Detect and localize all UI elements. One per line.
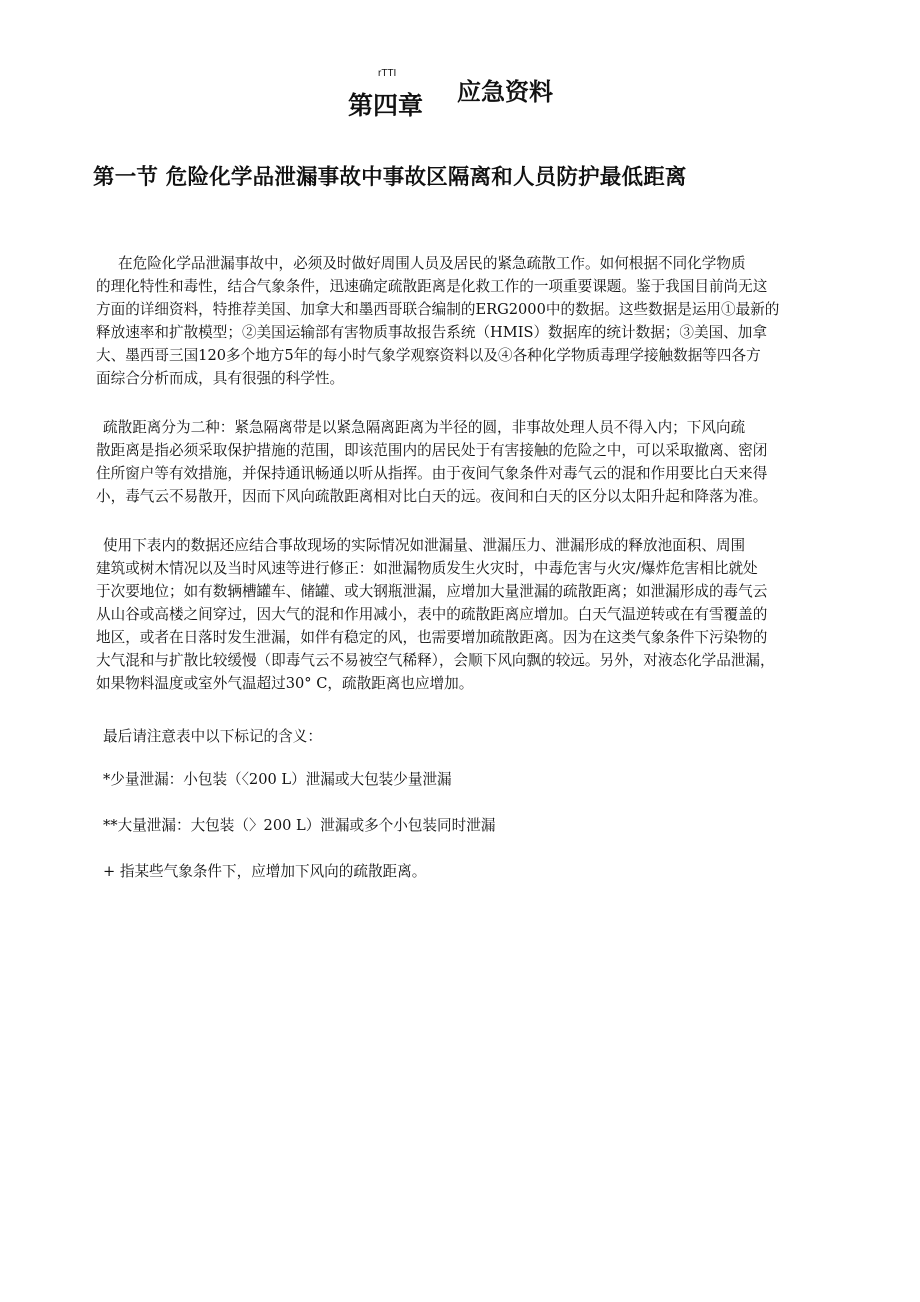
note-large-spill: **大量泄漏：大包装（〉200 L）泄漏或多个小包装同时泄漏 xyxy=(103,817,496,834)
paragraph-3-line: 大气混和与扩散比较缓慢（即毒气云不易被空气稀释），会顺下风向飘的较远。另外，对液态化学品泄漏， xyxy=(96,652,775,669)
paragraph-2-line: 住所窗户等有效措施，并保持通讯畅通以听从指挥。由于夜间气象条件对毒气云的混和作用要比白天来得 xyxy=(96,465,768,482)
paragraph-3-line: 如果物料温度或室外气温超过30° C，疏散距离也应增加。 xyxy=(96,675,474,692)
chapter-title: 应急资料 xyxy=(457,78,553,106)
paragraph-3-line: 地区，或者在日落时发生泄漏，如伴有稳定的风，也需要增加疏散距离。因为在这类气象条件下污染物的 xyxy=(96,629,768,646)
paragraph-1-line: 方面的详细资料，特推荐美国、加拿大和墨西哥联合编制的ERG2000中的数据。这些数据是运用①最新的 xyxy=(96,301,780,318)
paragraph-3-line: 于次要地位；如有数辆槽罐车、储罐、或大钢瓶泄漏，应增加大量泄漏的疏散距离；如泄漏形成的毒气云 xyxy=(96,583,768,600)
section-title: 第一节 危险化学品泄漏事故中事故区隔离和人员防护最低距离 xyxy=(93,165,687,190)
notes-intro: 最后请注意表中以下标记的含义： xyxy=(103,728,322,745)
paragraph-1-line: 在危险化学品泄漏事故中，必须及时做好周围人员及居民的紧急疏散工作。如何根据不同化学物质 xyxy=(118,255,746,272)
paragraph-2-line: 疏散距离分为二种：紧急隔离带是以紧急隔离距离为半径的圆，非事故处理人员不得入内；下风向疏 xyxy=(103,419,746,436)
paragraph-3-line: 使用下表内的数据还应结合事故现场的实际情况如泄漏量、泄漏压力、泄漏形成的释放池面积、周围 xyxy=(103,537,746,554)
paragraph-3-line: 建筑或树木情况以及当时风速等进行修正：如泄漏物质发生火灾时，中毒危害与火灾/爆炸危害相比就处 xyxy=(96,560,758,577)
chapter-number: 第四章 xyxy=(348,91,424,120)
note-small-spill: *少量泄漏：小包装（〈200 L）泄漏或大包装少量泄漏 xyxy=(103,771,452,788)
paragraph-3-line: 从山谷或高楼之间穿过，因大气的混和作用减小，表中的疏散距离应增加。白天气温逆转或在有雪覆盖的 xyxy=(96,606,768,623)
paragraph-1-line: 的理化特性和毒性，结合气象条件，迅速确定疏散距离是化救工作的一项重要课题。鉴于我国目前尚无这 xyxy=(96,278,768,295)
note-plus: + 指某些气象条件下，应增加下风向的疏散距离。 xyxy=(103,863,427,880)
header-mark: rTTI xyxy=(378,68,397,79)
paragraph-1-line: 大、墨西哥三国120多个地方5年的每小时气象学观察资料以及④各种化学物质毒理学接触数据等四各方 xyxy=(96,347,761,364)
paragraph-1-line: 释放速率和扩散模型；②美国运输部有害物质事故报告系统（HMIS）数据库的统计数据；③美国、加拿 xyxy=(96,324,767,341)
paragraph-2-line: 小，毒气云不易散开，因而下风向疏散距离相对比白天的远。夜间和白天的区分以太阳升起和降落为准。 xyxy=(96,488,768,505)
paragraph-2-line: 散距离是指必须采取保护措施的范围，即该范围内的居民处于有害接触的危险之中，可以采取撤离、密闭 xyxy=(96,442,768,459)
paragraph-1-line: 面综合分析而成，具有很强的科学性。 xyxy=(96,370,345,387)
